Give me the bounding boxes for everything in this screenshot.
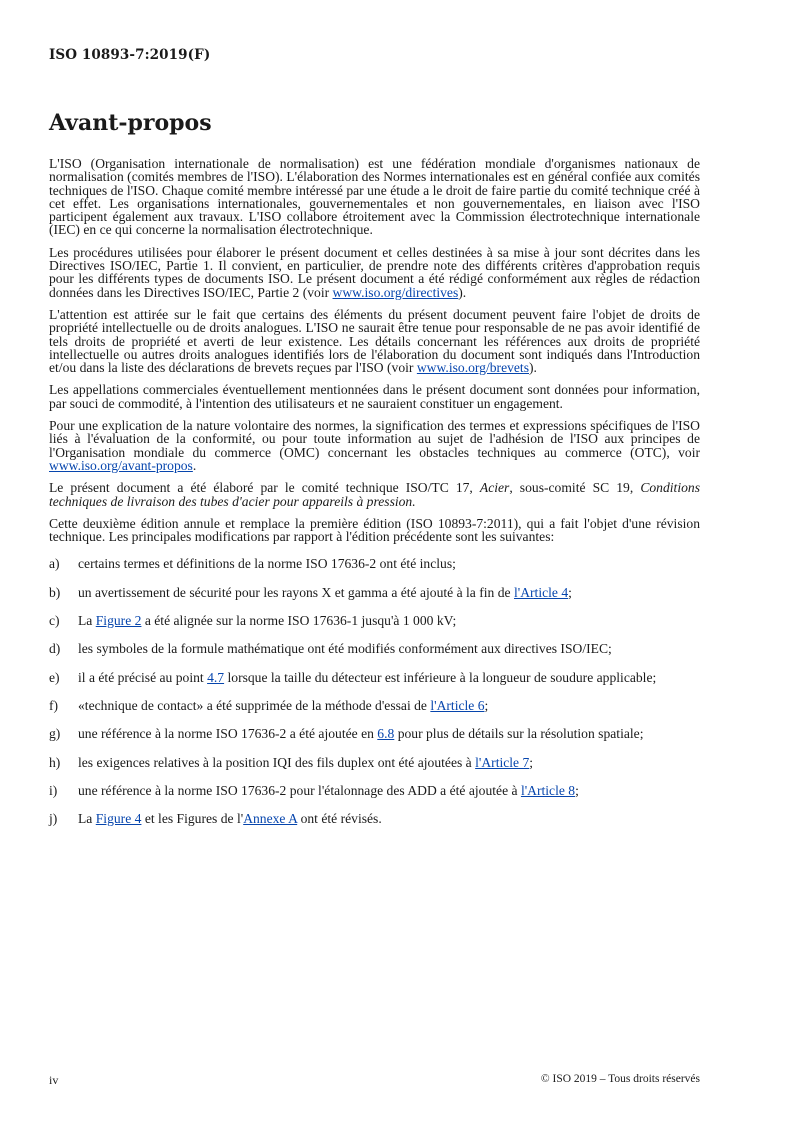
list-item [49, 756, 700, 769]
list-marker: b) [49, 584, 61, 600]
list-item [49, 642, 700, 655]
list-marker: i) [49, 782, 58, 798]
annex-a-link[interactable]: Annexe A [243, 811, 298, 827]
list-marker: f) [49, 697, 59, 713]
section-4-7-link[interactable]: 4.7 [207, 669, 225, 685]
list-item [49, 586, 700, 599]
list-item-text: et les Figures de l' [141, 811, 244, 827]
list-item-text: les symboles de la formule mathématique ont été modifiés conformément aux directives ISO/IEC; [78, 641, 612, 657]
directives-link[interactable]: www.iso.org/directives [332, 284, 459, 300]
copyright-notice: © ISO 2019 – Tous droits réservés [540, 1073, 700, 1085]
patents-link[interactable]: www.iso.org/brevets [416, 360, 529, 376]
paragraph-text: . [192, 457, 197, 473]
list-marker: j) [49, 811, 58, 827]
list-marker: g) [49, 726, 61, 742]
paragraph-text: Les procédures utilisées pour élaborer le présent document et celles destinées à sa mise à jour sont décrites dans les Directives ISO/IEC, Partie 1. Il convient, en particulier, de prendre note des différents critères d'approbation requis pour les différents types de documents ISO. Le présent document a été rédigé conformément aux règles de rédaction données dans les Directives ISO/IEC, Partie 2 (voir [49, 244, 700, 300]
foreword-body [49, 157, 700, 840]
paragraph-patent-rights [49, 308, 700, 374]
list-item-text: pour plus de détails sur la résolution spatiale; [394, 726, 644, 742]
list-item-text: il a été précisé au point [78, 669, 208, 685]
paragraph-text: ). [458, 284, 467, 300]
paragraph-text: ). [529, 360, 537, 376]
list-item-text: ; [575, 782, 579, 798]
list-item-text: «technique de contact» a été supprimée de la méthode d'essai de [78, 697, 431, 713]
list-item [49, 557, 700, 570]
list-marker: h) [49, 754, 61, 770]
list-item-text: La [78, 811, 96, 827]
list-item [49, 671, 700, 684]
foreword-link[interactable]: www.iso.org/avant-propos [49, 457, 193, 473]
paragraph-committee [49, 481, 700, 508]
list-item-text: a été alignée sur la norme ISO 17636-1 jusqu'à 1 000 kV; [141, 613, 457, 629]
list-item [49, 699, 700, 712]
list-item [49, 727, 700, 740]
list-marker: e) [49, 669, 60, 685]
list-item-text: certains termes et définitions de la norme ISO 17636-2 ont été inclus; [78, 556, 456, 572]
figure-4-link[interactable]: Figure 4 [95, 811, 142, 827]
section-6-8-link[interactable]: 6.8 [377, 726, 395, 742]
article-8-link[interactable]: l'Article 8 [520, 782, 576, 798]
list-item-text: ; [568, 584, 572, 600]
document-id: ISO 10893-7:2019(F) [49, 47, 211, 63]
list-item [49, 614, 700, 627]
list-item-text: un avertissement de sécurité pour les rayons X et gamma a été ajouté à la fin de [78, 584, 514, 600]
changes-list [49, 557, 700, 825]
paragraph-procedures [49, 246, 700, 299]
subcommittee-name: Conditions techniques de livraison des tubes d'acier pour appareils à pression. [49, 480, 700, 509]
article-7-link[interactable]: l'Article 7 [475, 754, 530, 770]
paragraph-text: L'attention est attirée sur le fait que certains des éléments du présent document peuvent faire l'objet de droits de propriété intellectuelle ou de droits analogues. L'ISO ne saurait être tenue pour responsable de ne pas avoir identifié de tels droits de propriété et averti de leur existence. Les détails concernant les références aux droits de propriété intellectuelle ou autres droits analogues identifiés lors de l'élaboration du document sont indiqués dans l'Introduction et/ou dans la liste des déclarations de brevets reçues par l'ISO (voir [49, 306, 700, 376]
list-item-text: lorsque la taille du détecteur est inférieure à la longueur de soudure applicable; [224, 669, 657, 685]
article-4-link[interactable]: l'Article 4 [513, 584, 569, 600]
paragraph-trade-names: Les appellations commerciales éventuellement mentionnées dans le présent document sont données pour information, par souci de commodité, à l'intention des utilisateurs et ne sauraient constituer un engagement. [49, 382, 700, 411]
list-marker: c) [49, 613, 60, 629]
list-item-text: ; [484, 697, 489, 713]
figure-2-link[interactable]: Figure 2 [95, 613, 142, 629]
document-page [49, 0, 700, 1122]
list-item-text: ont été révisés. [297, 811, 382, 827]
committee-name: Acier [479, 480, 510, 496]
paragraph-voluntary-nature [49, 419, 700, 472]
list-item-text: ; [529, 754, 534, 770]
paragraph-edition: Cette deuxième édition annule et remplace la première édition (ISO 10893-7:2011), qui a fait l'objet d'une révision technique. Les principales modifications par rapport à l'édition précédente sont les suivantes: [49, 515, 700, 545]
paragraph-text: Pour une explication de la nature volontaire des normes, la signification des termes et expressions spécifiques de l'ISO liés à l'évaluation de la conformité, ou pour toute information au sujet de l'adhésion de l'ISO aux principes de l'Organisation mondiale du commerce (OMC) concernant les obstacles techniques au commerce (OTC), voir [49, 418, 700, 460]
page-title: Avant-propos [49, 110, 212, 136]
page-number: iv [49, 1073, 59, 1087]
list-marker: d) [49, 641, 61, 657]
list-marker: a) [49, 556, 60, 572]
list-item-text: une référence à la norme ISO 17636-2 pour l'étalonnage des ADD a été ajoutée à [78, 782, 521, 798]
list-item-text: les exigences relatives à la position IQI des fils duplex ont été ajoutées à [78, 754, 476, 770]
list-item [49, 784, 700, 797]
paragraph-text: Le présent document a été élaboré par le comité technique ISO/TC 17, [49, 480, 480, 496]
paragraph-iso-intro: L'ISO (Organisation internationale de normalisation) est une fédération mondiale d'organismes nationaux de normalisation (comités membres de l'ISO). L'élaboration des Normes internationales est en général confiée aux comités techniques de l'ISO. Chaque comité membre intéressé par une étude a le droit de faire partie du comité technique créé à cet effet. Les organisations internationales, gouvernementales et non gouvernementales, en liaison avec l'ISO participent également aux travaux. L'ISO collabore étroitement avec la Commission électrotechnique internationale (IEC) en ce qui concerne la normalisation électrotechnique. [49, 156, 700, 238]
list-item [49, 812, 700, 825]
list-item-text: La [78, 613, 96, 629]
paragraph-text: , sous-comité SC 19, [509, 480, 641, 496]
list-item-text: une référence à la norme ISO 17636-2 a été ajoutée en [78, 726, 378, 742]
article-6-link[interactable]: l'Article 6 [430, 697, 485, 713]
